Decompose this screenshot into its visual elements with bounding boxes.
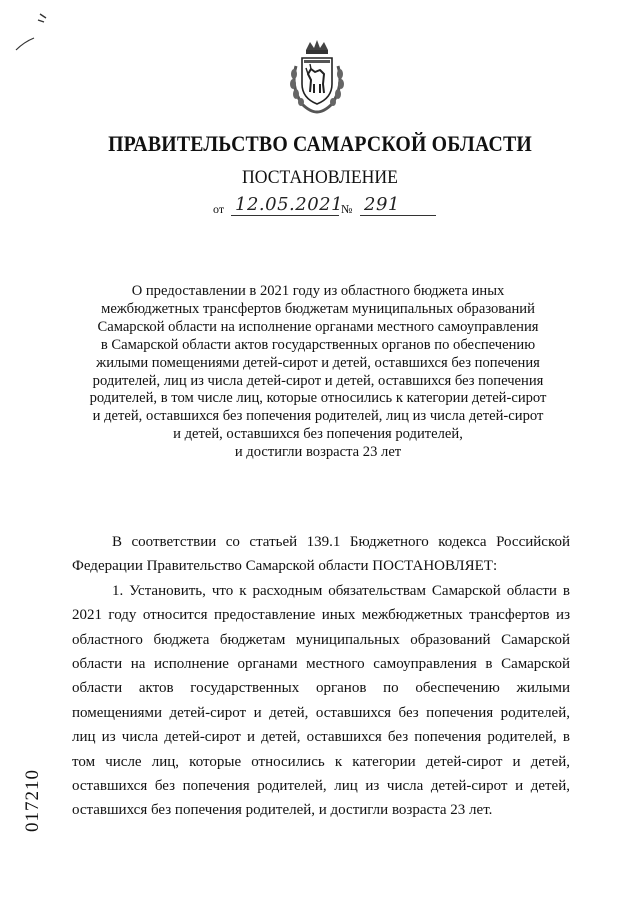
subject-line: родителей, в том числе лиц, которые относились к категории детей-сирот: [89, 390, 547, 407]
coat-of-arms-icon: [284, 36, 350, 116]
government-title: ПРАВИТЕЛЬСТВО САМАРСКОЙ ОБЛАСТИ: [108, 131, 532, 156]
subject-line: О предоставлении в 2021 году из областного бюджета иных: [131, 283, 505, 299]
number-prefix: №: [341, 202, 353, 216]
date-prefix: от: [213, 202, 225, 216]
document-body: [72, 530, 570, 823]
margin-serial-code: 017210: [22, 769, 43, 832]
subject-line: и достигли возраста 23 лет: [234, 444, 402, 461]
document-type: ПОСТАНОВЛЕНИЕ: [242, 167, 398, 188]
number-underline: [360, 215, 436, 216]
date-underline: [231, 215, 339, 216]
subject-line: в Самарской области актов государственных органов по обеспечению: [100, 336, 536, 353]
body-paragraph-preamble: В соответствии со статьей 139.1 Бюджетного кодекса Российской Федерации Правительство Самарской области ПОСТАНОВЛЯЕТ:: [72, 534, 570, 575]
body-paragraph-item-1: 1. Установить, что к расходным обязательствам Самарской области в 2021 году относится предоставление иных межбюджетных трансфертов из областного бюджета бюджетам муниципальных образований Самарской области на исполнение органами местного самоуправления в Самарской области актов государственных органов по обеспечению жилыми помещениями детей-сирот и детей, оставшихся без попечения родителей, лиц из числа детей-сирот и детей, оставшихся без попечения родителей, в том числе лиц, которые относились к категории детей-сирот и детей, оставшихся без попечения родителей, лиц из числа детей-сирот и детей, оставшихся без попечения родителей, и достигли возраста 23 лет.: [72, 582, 570, 819]
date-number-line: [213, 196, 453, 220]
handwritten-number: 291: [364, 194, 400, 215]
subject-line: межбюджетных трансфертов бюджетам муниципальных образований: [101, 300, 535, 317]
subject-line: и детей, оставшихся без попечения родителей, лиц из числа детей-сирот: [92, 408, 544, 425]
document-subject: [70, 283, 566, 462]
handwritten-mark-icon: [10, 8, 50, 54]
subject-line: родителей, лиц из числа детей-сирот и детей, оставшихся без попечения: [92, 372, 544, 389]
handwritten-date: 12.05.2021: [235, 194, 344, 215]
subject-line: жилыми помещениями детей-сирот и детей, оставшихся без попечения: [96, 354, 540, 371]
subject-line: и детей, оставшихся без попечения родителей,: [173, 426, 463, 443]
subject-line: Самарской области на исполнение органами местного самоуправления: [97, 318, 539, 335]
